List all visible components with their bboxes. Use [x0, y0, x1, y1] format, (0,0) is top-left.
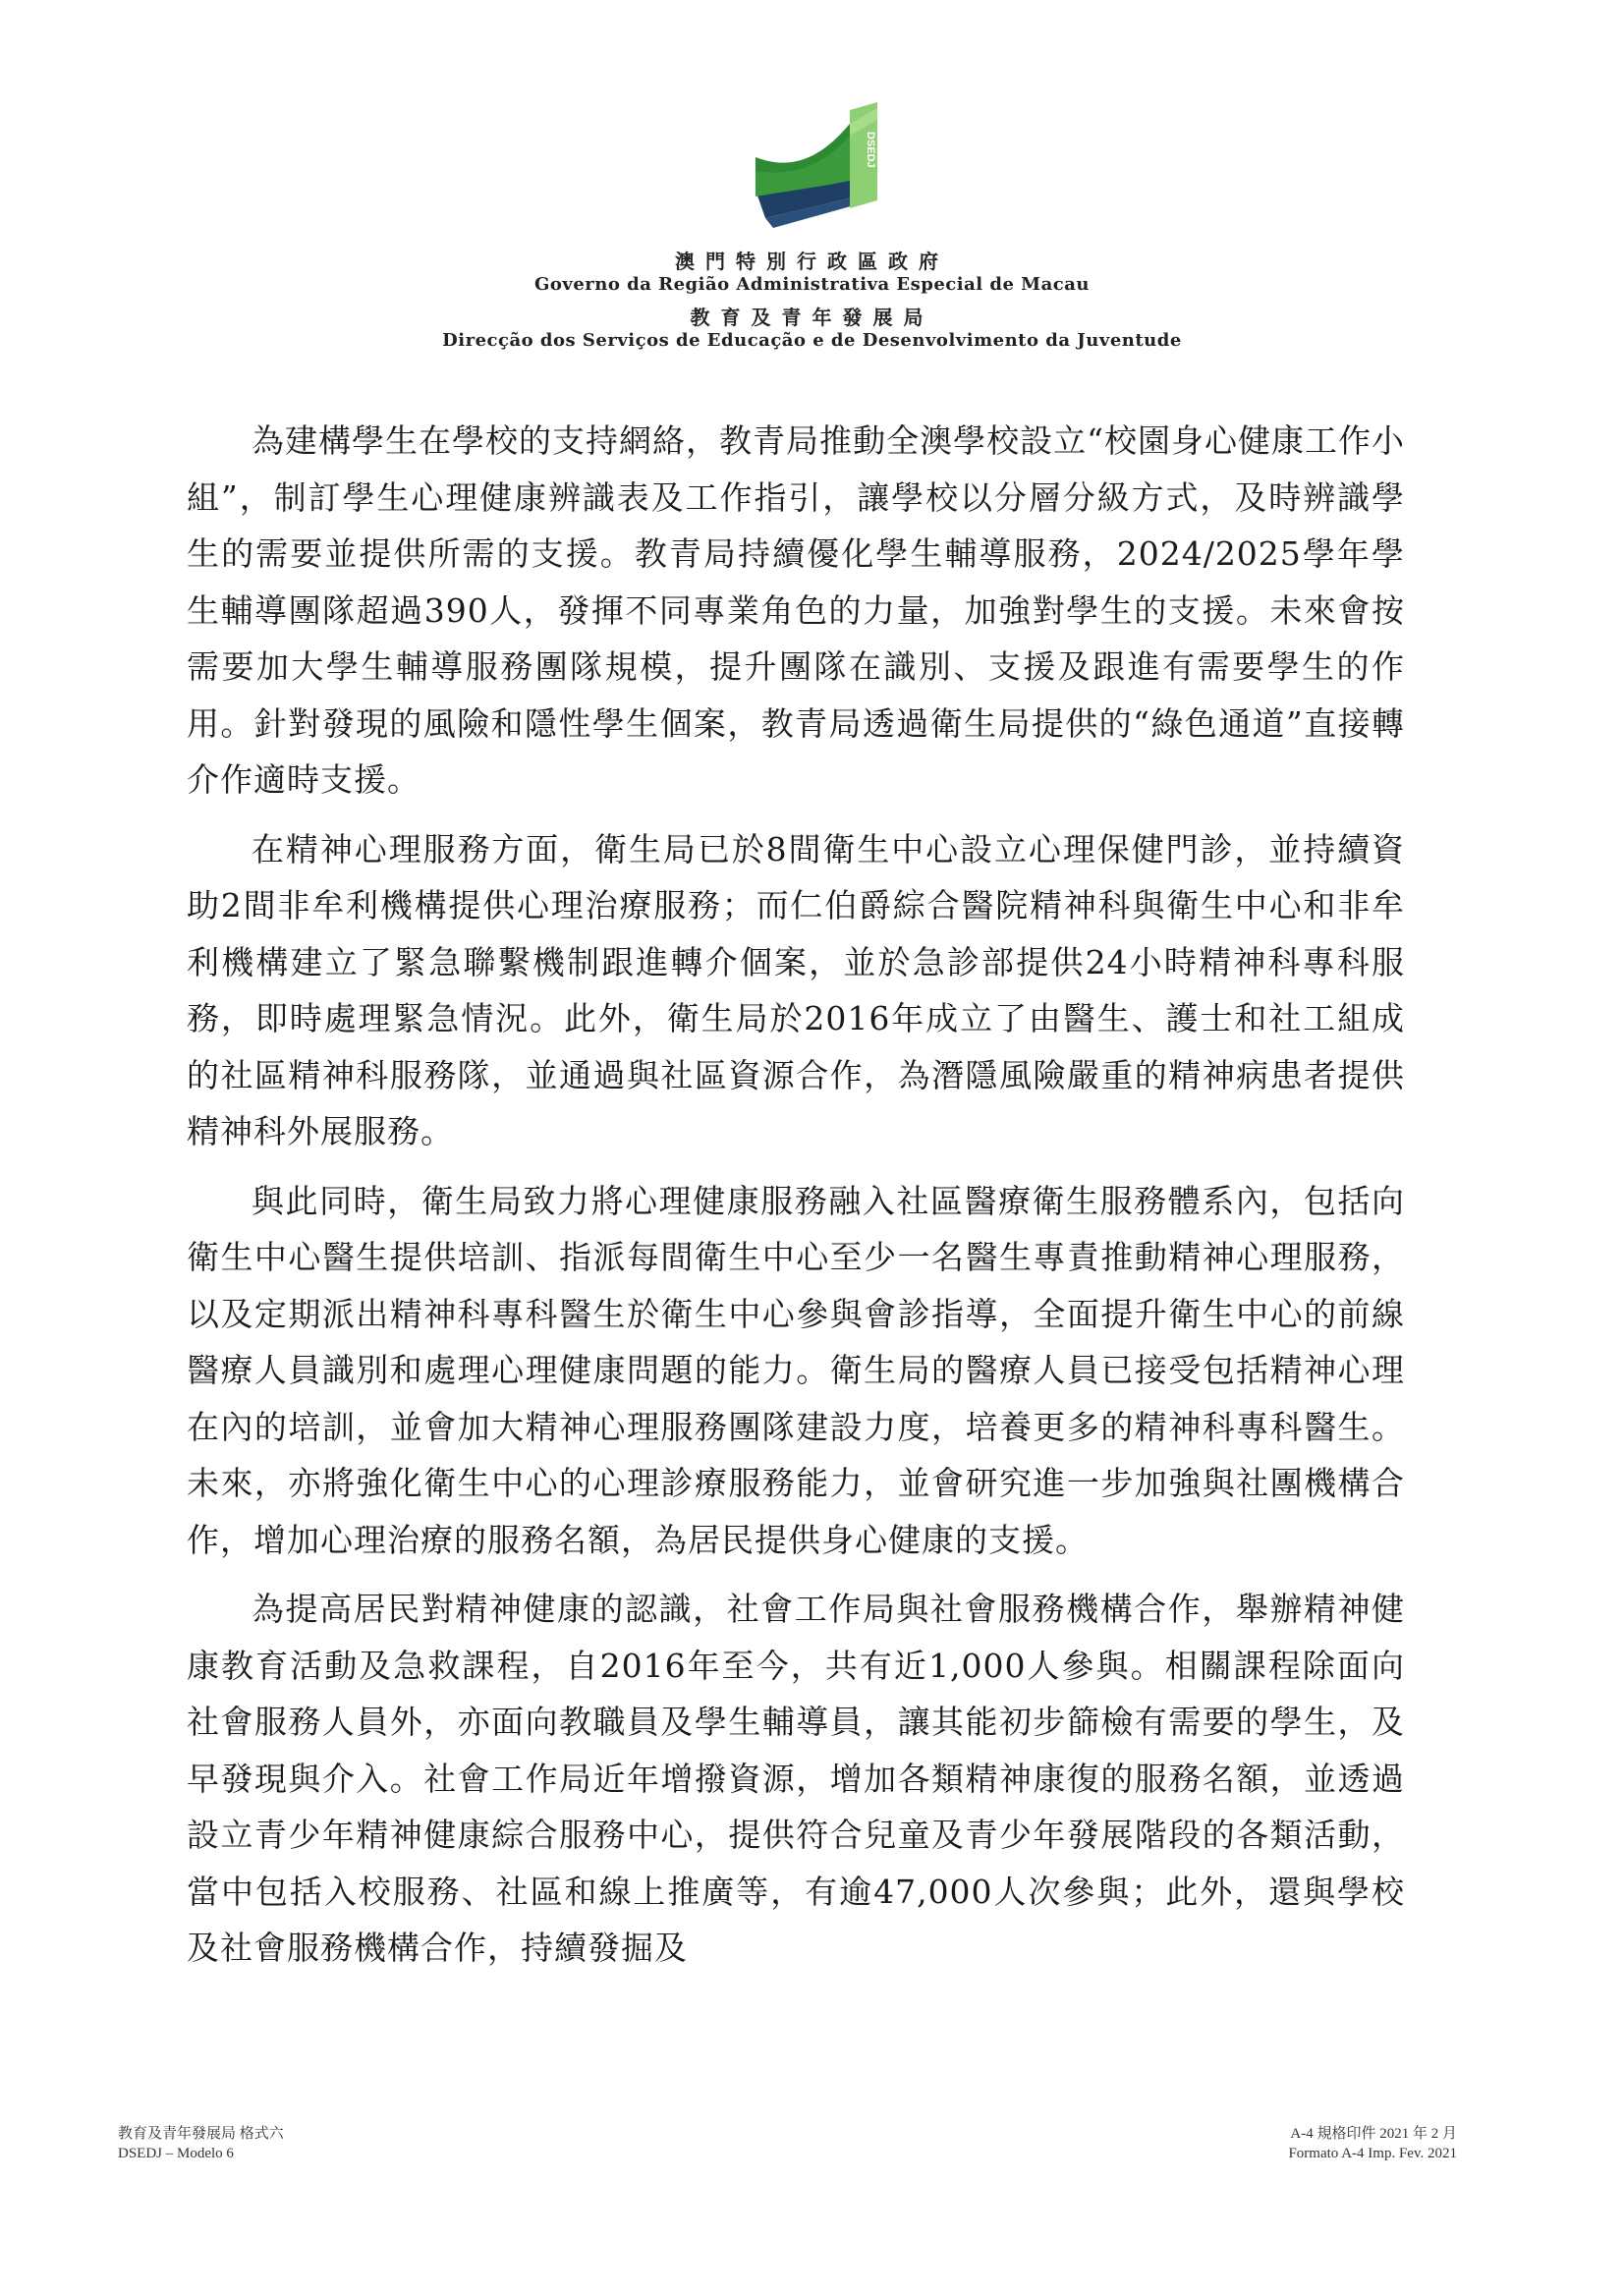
department-name-chinese: 教育及青年發展局 [690, 306, 934, 329]
department-name-portuguese: Direcção dos Serviços de Educação e de Desenvolvimento da Juventude [442, 330, 1182, 351]
paragraph-health-centre-integration: 與此同時，衛生局致力將心理健康服務融入社區醫療衛生服務體系內，包括向衛生中心醫生提供培訓、指派每間衛生中心至少一名醫生專責推動精神心理服務，以及定期派出精神科專科醫生於衛生中心參與會診指導，全面提升衛生中心的前線醫療人員識別和處理心理健康問題的能力。衛生局的醫療人員已接受包括精神心理在內的培訓，並會加大精神心理服務團隊建設力度，培養更多的精神科專科醫生。未來，亦將強化衛生中心的心理診療服務能力，並會研究進一步加強與社團機構合作，增加心理治療的服務名額，為居民提供身心健康的支援。 [187, 1181, 1405, 1559]
paragraph-mental-health-services: 在精神心理服務方面，衛生局已於8間衛生中心設立心理保健門診，並持續資助2間非牟利機構提供心理治療服務；而仁伯爵綜合醫院精神科與衛生中心和非牟利機構建立了緊急聯繫機制跟進轉介個案，並於急診部提供24小時精神科專科服務，即時處理緊急情況。此外，衛生局於2016年成立了由醫生、護士和社工組成的社區精神科服務隊，並通過與社區資源合作，為潛隱風險嚴重的精神病患者提供精神科外展服務。 [187, 829, 1405, 1150]
paragraph-student-support: 為建構學生在學校的支持網絡，教青局推動全澳學校設立“校園身心健康工作小組”，制訂學生心理健康辨識表及工作指引，讓學校以分層分級方式，及時辨識學生的需要並提供所需的支援。教青局持續優化學生輔導服務，2024/2025學年學生輔導團隊超過390人，發揮不同專業角色的力量，加強對學生的支援。未來會按需要加大學生輔導服務團隊規模，提升團隊在識別、支援及跟進有需要學生的作用。針對發現的風險和隱性學生個案，教青局透過衛生局提供的“綠色通道”直接轉介作適時支援。 [187, 421, 1405, 799]
document-body [187, 413, 1405, 1989]
footer-form-id [118, 2124, 284, 2163]
logo-text: DSEDJ [865, 132, 876, 168]
government-name-chinese: 澳門特別行政區政府 [675, 250, 949, 273]
dsedj-logo [752, 102, 899, 230]
government-name-portuguese: Governo da Região Administrativa Especial de Macau [534, 274, 1090, 295]
footer-right-line2: Formato A-4 Imp. Fev. 2021 [1288, 2146, 1457, 2161]
footer-left-line2: DSEDJ – Modelo 6 [118, 2146, 234, 2161]
paragraph-public-awareness: 為提高居民對精神健康的認識，社會工作局與社會服務機構合作，舉辦精神健康教育活動及急救課程，自2016年至今，共有近1,000人參與。相關課程除面向社會服務人員外，亦面向教職員及學生輔導員，讓其能初步篩檢有需要的學生，及早發現與介入。社會工作局近年增撥資源，增加各類精神康復的服務名額，並透過設立青少年精神健康綜合服務中心，提供符合兒童及青少年發展階段的各類活動，當中包括入校服務、社區和線上推廣等，有逾47,000人次參與；此外，還與學校及社會服務機構合作，持續發掘及 [187, 1590, 1405, 1967]
footer-left-line1: 教育及青年發展局 格式六 [118, 2126, 284, 2142]
footer-print-format [1288, 2124, 1457, 2163]
footer-right-line1: A-4 規格印件 2021 年 2 月 [1290, 2126, 1457, 2142]
